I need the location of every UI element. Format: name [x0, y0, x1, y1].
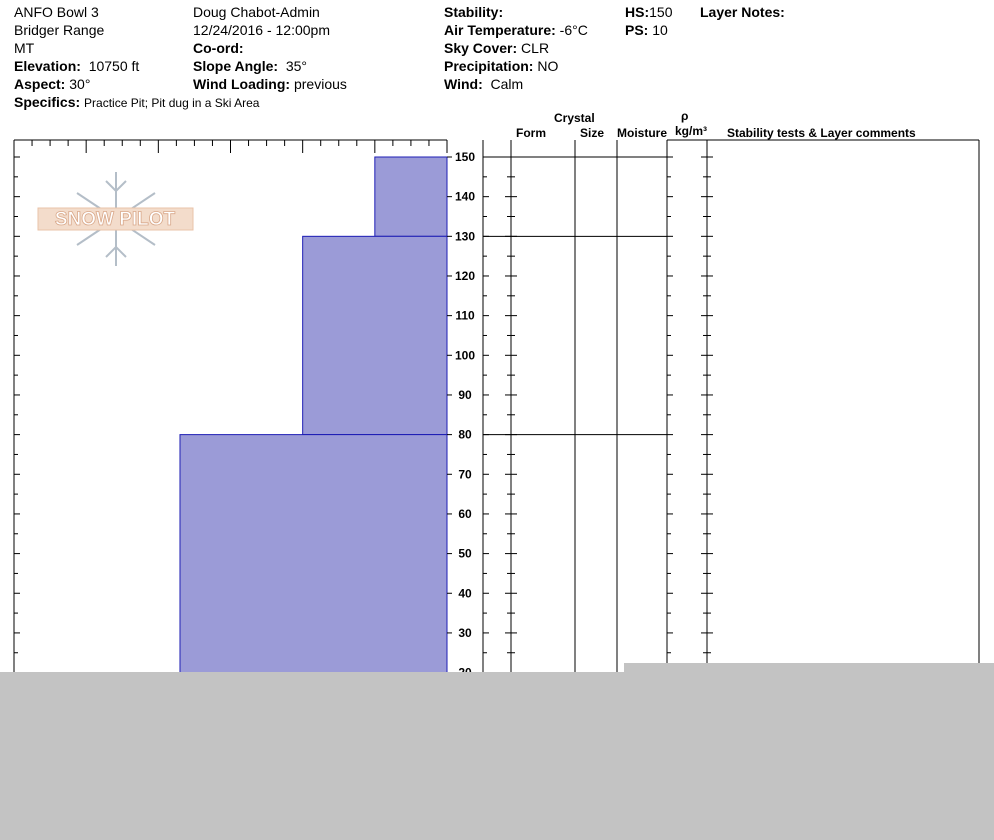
ps-value: 10 — [652, 22, 668, 38]
wind-value: Calm — [490, 76, 524, 92]
air-temp-value: -6°C — [559, 22, 588, 38]
wind-loading-value: previous — [293, 76, 347, 92]
crystal-header: Crystal — [554, 111, 595, 125]
comments-header: Stability tests & Layer comments — [727, 126, 916, 140]
aspect-label: Aspect: — [14, 76, 66, 92]
aspect-value: 30° — [69, 76, 91, 92]
height-tick-label: 50 — [458, 546, 472, 561]
specifics-value: Practice Pit; Pit dug in a Ski Area — [84, 96, 260, 110]
observer-name: Doug Chabot-Admin — [193, 4, 320, 20]
air-temp-label: Air Temperature: — [444, 22, 556, 38]
height-tick-label: 60 — [458, 506, 472, 521]
layer-bar-1 — [375, 157, 447, 236]
height-tick-label: 140 — [454, 189, 476, 204]
snowpilot-logo — [38, 172, 193, 266]
precip-value: NO — [537, 58, 559, 74]
layer-bar-2 — [303, 236, 447, 434]
gray-overlay — [0, 672, 994, 840]
ps-label: PS: — [625, 22, 649, 38]
logo-text: SNOW PILOT — [54, 209, 176, 230]
wind-loading-label: Wind Loading: — [193, 76, 291, 92]
layer-bar-3 — [180, 435, 447, 673]
observation-datetime: 12/24/2016 - 12:00pm — [193, 22, 330, 38]
range-name: Bridger Range — [14, 22, 105, 38]
height-tick-label: 30 — [458, 625, 472, 640]
form-header: Form — [516, 126, 546, 140]
height-tick-label: 110 — [455, 308, 475, 323]
slope-label: Slope Angle: — [193, 58, 279, 74]
coord-label: Co-ord: — [193, 40, 244, 56]
layer-notes-label: Layer Notes: — [700, 4, 785, 20]
hs-value: 150 — [649, 4, 673, 20]
height-tick-label: 100 — [454, 348, 476, 363]
height-tick-label: 130 — [454, 229, 476, 244]
height-tick-label: 40 — [458, 586, 472, 601]
slope-value: 35° — [285, 58, 307, 74]
density-unit: kg/m³ — [675, 124, 708, 138]
height-tick-label: 150 — [454, 150, 476, 164]
moisture-header: Moisture — [617, 126, 668, 140]
state-name: MT — [14, 40, 35, 56]
sky-value: CLR — [521, 40, 550, 56]
stability-label: Stability: — [444, 4, 504, 20]
sky-label: Sky Cover: — [444, 40, 518, 56]
height-tick-label: 90 — [458, 387, 472, 402]
location-name: ANFO Bowl 3 — [14, 4, 99, 20]
height-tick-label: 70 — [458, 467, 472, 482]
height-tick-label: 80 — [458, 427, 472, 442]
elevation-value: 10750 ft — [88, 58, 140, 74]
size-header: Size — [580, 126, 605, 140]
precip-label: Precipitation: — [444, 58, 534, 74]
height-tick-label: 120 — [454, 268, 476, 283]
hs-label: HS: — [625, 4, 650, 20]
elevation-label: Elevation: — [14, 58, 81, 74]
specifics-label: Specifics: — [14, 94, 81, 110]
density-symbol: ρ — [681, 109, 689, 123]
wind-label: Wind: — [444, 76, 483, 92]
